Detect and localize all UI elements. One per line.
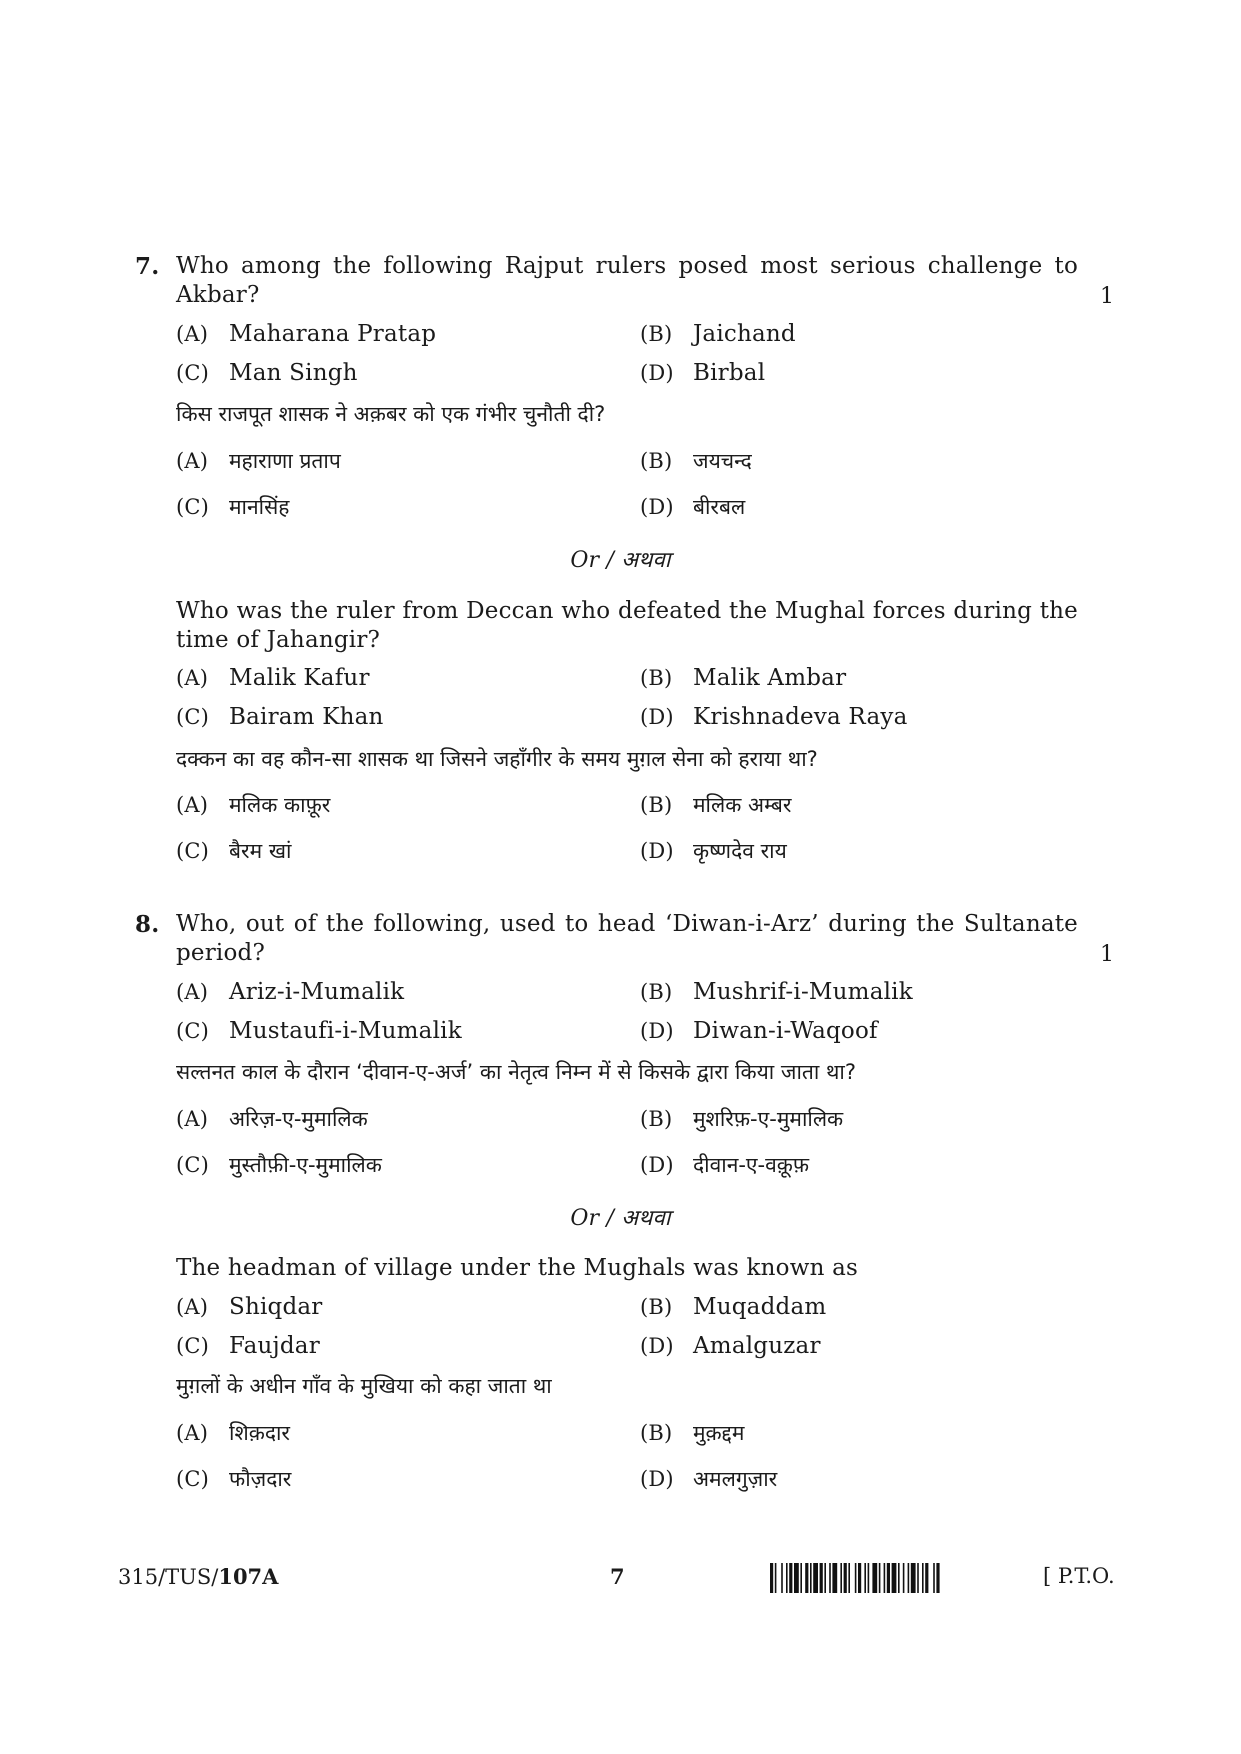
option-letter: (D) xyxy=(640,1334,674,1358)
option-letter: (D) xyxy=(640,1019,674,1043)
option-text: Mushrif-i-Mumalik xyxy=(693,979,913,1005)
page-number: 7 xyxy=(610,1564,625,1589)
option-letter: (A) xyxy=(176,666,209,690)
option-a xyxy=(176,320,208,349)
option-text-hi: मलिक अम्बर xyxy=(693,793,792,817)
option-text-hi: कृष्णदेव राय xyxy=(693,839,787,863)
option-letter: (D) xyxy=(640,1153,674,1177)
option-letter: (A) xyxy=(176,793,209,817)
alt-question-stem-en: Who was the ruler from Deccan who defeated the Mughal forces during the time of Jahangir? xyxy=(176,598,1078,653)
option-letter: (C) xyxy=(176,705,210,729)
option-text: Malik Kafur xyxy=(229,665,370,691)
option-letter: (B) xyxy=(640,1295,673,1319)
option-letter: (A) xyxy=(176,322,209,346)
option-text: Amalguzar xyxy=(693,1333,821,1359)
option-letter: (A) xyxy=(176,1295,209,1319)
question-number: 8. xyxy=(135,911,160,938)
option-text: Man Singh xyxy=(229,360,358,386)
option-letter: (A) xyxy=(176,1107,209,1131)
option-letter: (D) xyxy=(640,361,674,385)
marks: 1 xyxy=(1100,942,1115,967)
option-letter: (A) xyxy=(176,980,209,1004)
option-text: Mustaufi-i-Mumalik xyxy=(229,1018,462,1044)
option-text-hi: महाराणा प्रताप xyxy=(229,449,341,473)
option-text-hi: शिक़दार xyxy=(229,1421,291,1445)
marks: 1 xyxy=(1100,284,1115,309)
question-number: 7. xyxy=(135,253,160,280)
pto-label: [ P.T.O. xyxy=(1043,1564,1115,1588)
option-d xyxy=(640,359,674,388)
option-letter: (B) xyxy=(640,449,673,473)
option-letter: (B) xyxy=(640,1107,673,1131)
option-text: Maharana Pratap xyxy=(229,321,437,347)
alt-question-stem-hi: दक्कन का वह कौन-सा शासक था जिसने जहाँगीर के समय मुग़ल सेना को हराया था? xyxy=(176,747,818,771)
option-letter: (A) xyxy=(176,449,209,473)
option-text: Diwan-i-Waqoof xyxy=(693,1018,878,1044)
option-letter: (C) xyxy=(176,839,210,863)
option-letter: (B) xyxy=(640,793,673,817)
option-text-hi: बैरम खां xyxy=(229,839,292,863)
option-text-hi: बीरबल xyxy=(693,495,746,519)
option-text-hi: अमलगुज़ार xyxy=(693,1467,778,1491)
option-text: Shiqdar xyxy=(229,1294,323,1320)
option-letter: (D) xyxy=(640,495,674,519)
option-text-hi: मुक़द्दम xyxy=(693,1421,745,1445)
question-stem-hi: किस राजपूत शासक ने अक़बर को एक गंभीर चुनौती दी? xyxy=(176,402,606,426)
option-letter: (B) xyxy=(640,1421,673,1445)
question-stem-en: Who, out of the following, used to head ‘Diwan-i-Arz’ during the Sultanate period? xyxy=(176,911,1078,966)
option-text-hi: अरिज़-ए-मुमालिक xyxy=(229,1107,368,1131)
option-letter: (C) xyxy=(176,495,210,519)
option-c xyxy=(176,359,209,388)
option-text: Birbal xyxy=(693,360,766,386)
option-text-hi: मुशरिफ़-ए-मुमालिक xyxy=(693,1107,844,1131)
option-text: Muqaddam xyxy=(693,1294,827,1320)
option-text-hi: मुस्तौफ़ी-ए-मुमालिक xyxy=(229,1153,382,1177)
option-letter: (B) xyxy=(640,980,673,1004)
option-letter: (C) xyxy=(176,1153,210,1177)
question-stem-hi: सल्तनत काल के दौरान ‘दीवान-ए-अर्ज’ का नेतृत्व निम्न में से किसके द्वारा किया जाता था? xyxy=(176,1060,856,1084)
option-text: Bairam Khan xyxy=(229,704,384,730)
option-text-hi: दीवान-ए-वक़ूफ़ xyxy=(693,1153,810,1177)
option-letter: (D) xyxy=(640,705,674,729)
option-text-hi: मलिक काफ़ूर xyxy=(229,793,331,817)
option-letter: (D) xyxy=(640,839,674,863)
option-text: Malik Ambar xyxy=(693,665,847,691)
option-text: Faujdar xyxy=(229,1333,320,1359)
option-text-hi: जयचन्द xyxy=(693,449,752,473)
option-letter: (C) xyxy=(176,361,210,385)
option-letter: (A) xyxy=(176,1421,209,1445)
or-divider: Or / अथवा xyxy=(570,1206,671,1231)
option-b xyxy=(640,320,672,349)
option-letter: (C) xyxy=(176,1019,210,1043)
option-text-hi: मानसिंह xyxy=(229,495,290,519)
or-divider: Or / अथवा xyxy=(570,548,671,573)
alt-question-stem-en: The headman of village under the Mughals was known as xyxy=(176,1255,859,1281)
paper-code-bold: 107A xyxy=(218,1564,279,1589)
paper-code-prefix: 315/TUS/ xyxy=(118,1565,219,1589)
option-letter: (C) xyxy=(176,1334,210,1358)
option-text: Ariz-i-Mumalik xyxy=(229,979,405,1005)
option-text: Jaichand xyxy=(693,321,796,347)
option-text-hi: फौज़दार xyxy=(229,1467,292,1491)
option-letter: (B) xyxy=(640,322,673,346)
barcode-image xyxy=(770,1563,1028,1593)
option-letter: (D) xyxy=(640,1467,674,1491)
option-text: Krishnadeva Raya xyxy=(693,704,908,730)
alt-question-stem-hi: मुग़लों के अधीन गाँव के मुखिया को कहा जाता था xyxy=(176,1374,552,1398)
paper-code xyxy=(118,1564,278,1589)
question-stem-en: Who among the following Rajput rulers posed most serious challenge to Akbar? xyxy=(176,253,1078,308)
option-letter: (B) xyxy=(640,666,673,690)
option-letter: (C) xyxy=(176,1467,210,1491)
